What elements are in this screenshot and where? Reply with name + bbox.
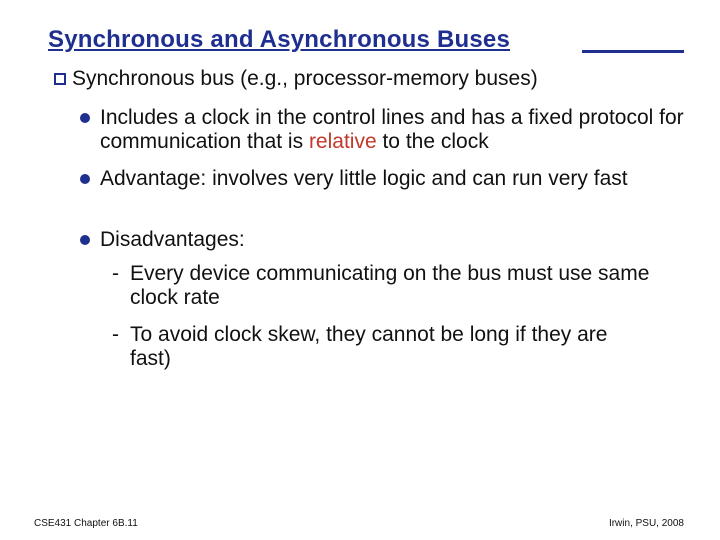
footer-course: CSE431 Chapter 6B.11 — [34, 518, 138, 529]
round-bullet-icon — [80, 174, 90, 184]
bullet-text: Synchronous bus (e.g., processor-memory buses) — [72, 67, 538, 90]
bullet-text — [100, 106, 690, 154]
bullet-text: Disadvantages: — [100, 228, 245, 251]
footer-author: Irwin, PSU, 2008 — [608, 518, 684, 529]
bullet-text: Advantage: involves very little logic and can run very fast — [100, 167, 628, 190]
bullet-text: Every device communicating on the bus must use same clock rate — [130, 262, 650, 309]
title-underline — [582, 50, 684, 53]
square-bullet-icon — [54, 73, 66, 85]
bullet-text-part: to the clock — [376, 130, 489, 153]
highlight-relative: relative — [308, 130, 377, 153]
bullet-text-part: Includes a clock in the control lines and has a fixed protocol for communication that is — [100, 106, 684, 153]
round-bullet-icon — [80, 113, 90, 123]
dash-bullet-icon: - — [112, 323, 119, 346]
bullet-text: To avoid clock skew, they cannot be long if they are fast) — [130, 323, 608, 370]
round-bullet-icon — [80, 235, 90, 245]
dash-bullet-icon: - — [112, 262, 119, 285]
slide-title: Synchronous and Asynchronous Buses — [48, 26, 510, 53]
